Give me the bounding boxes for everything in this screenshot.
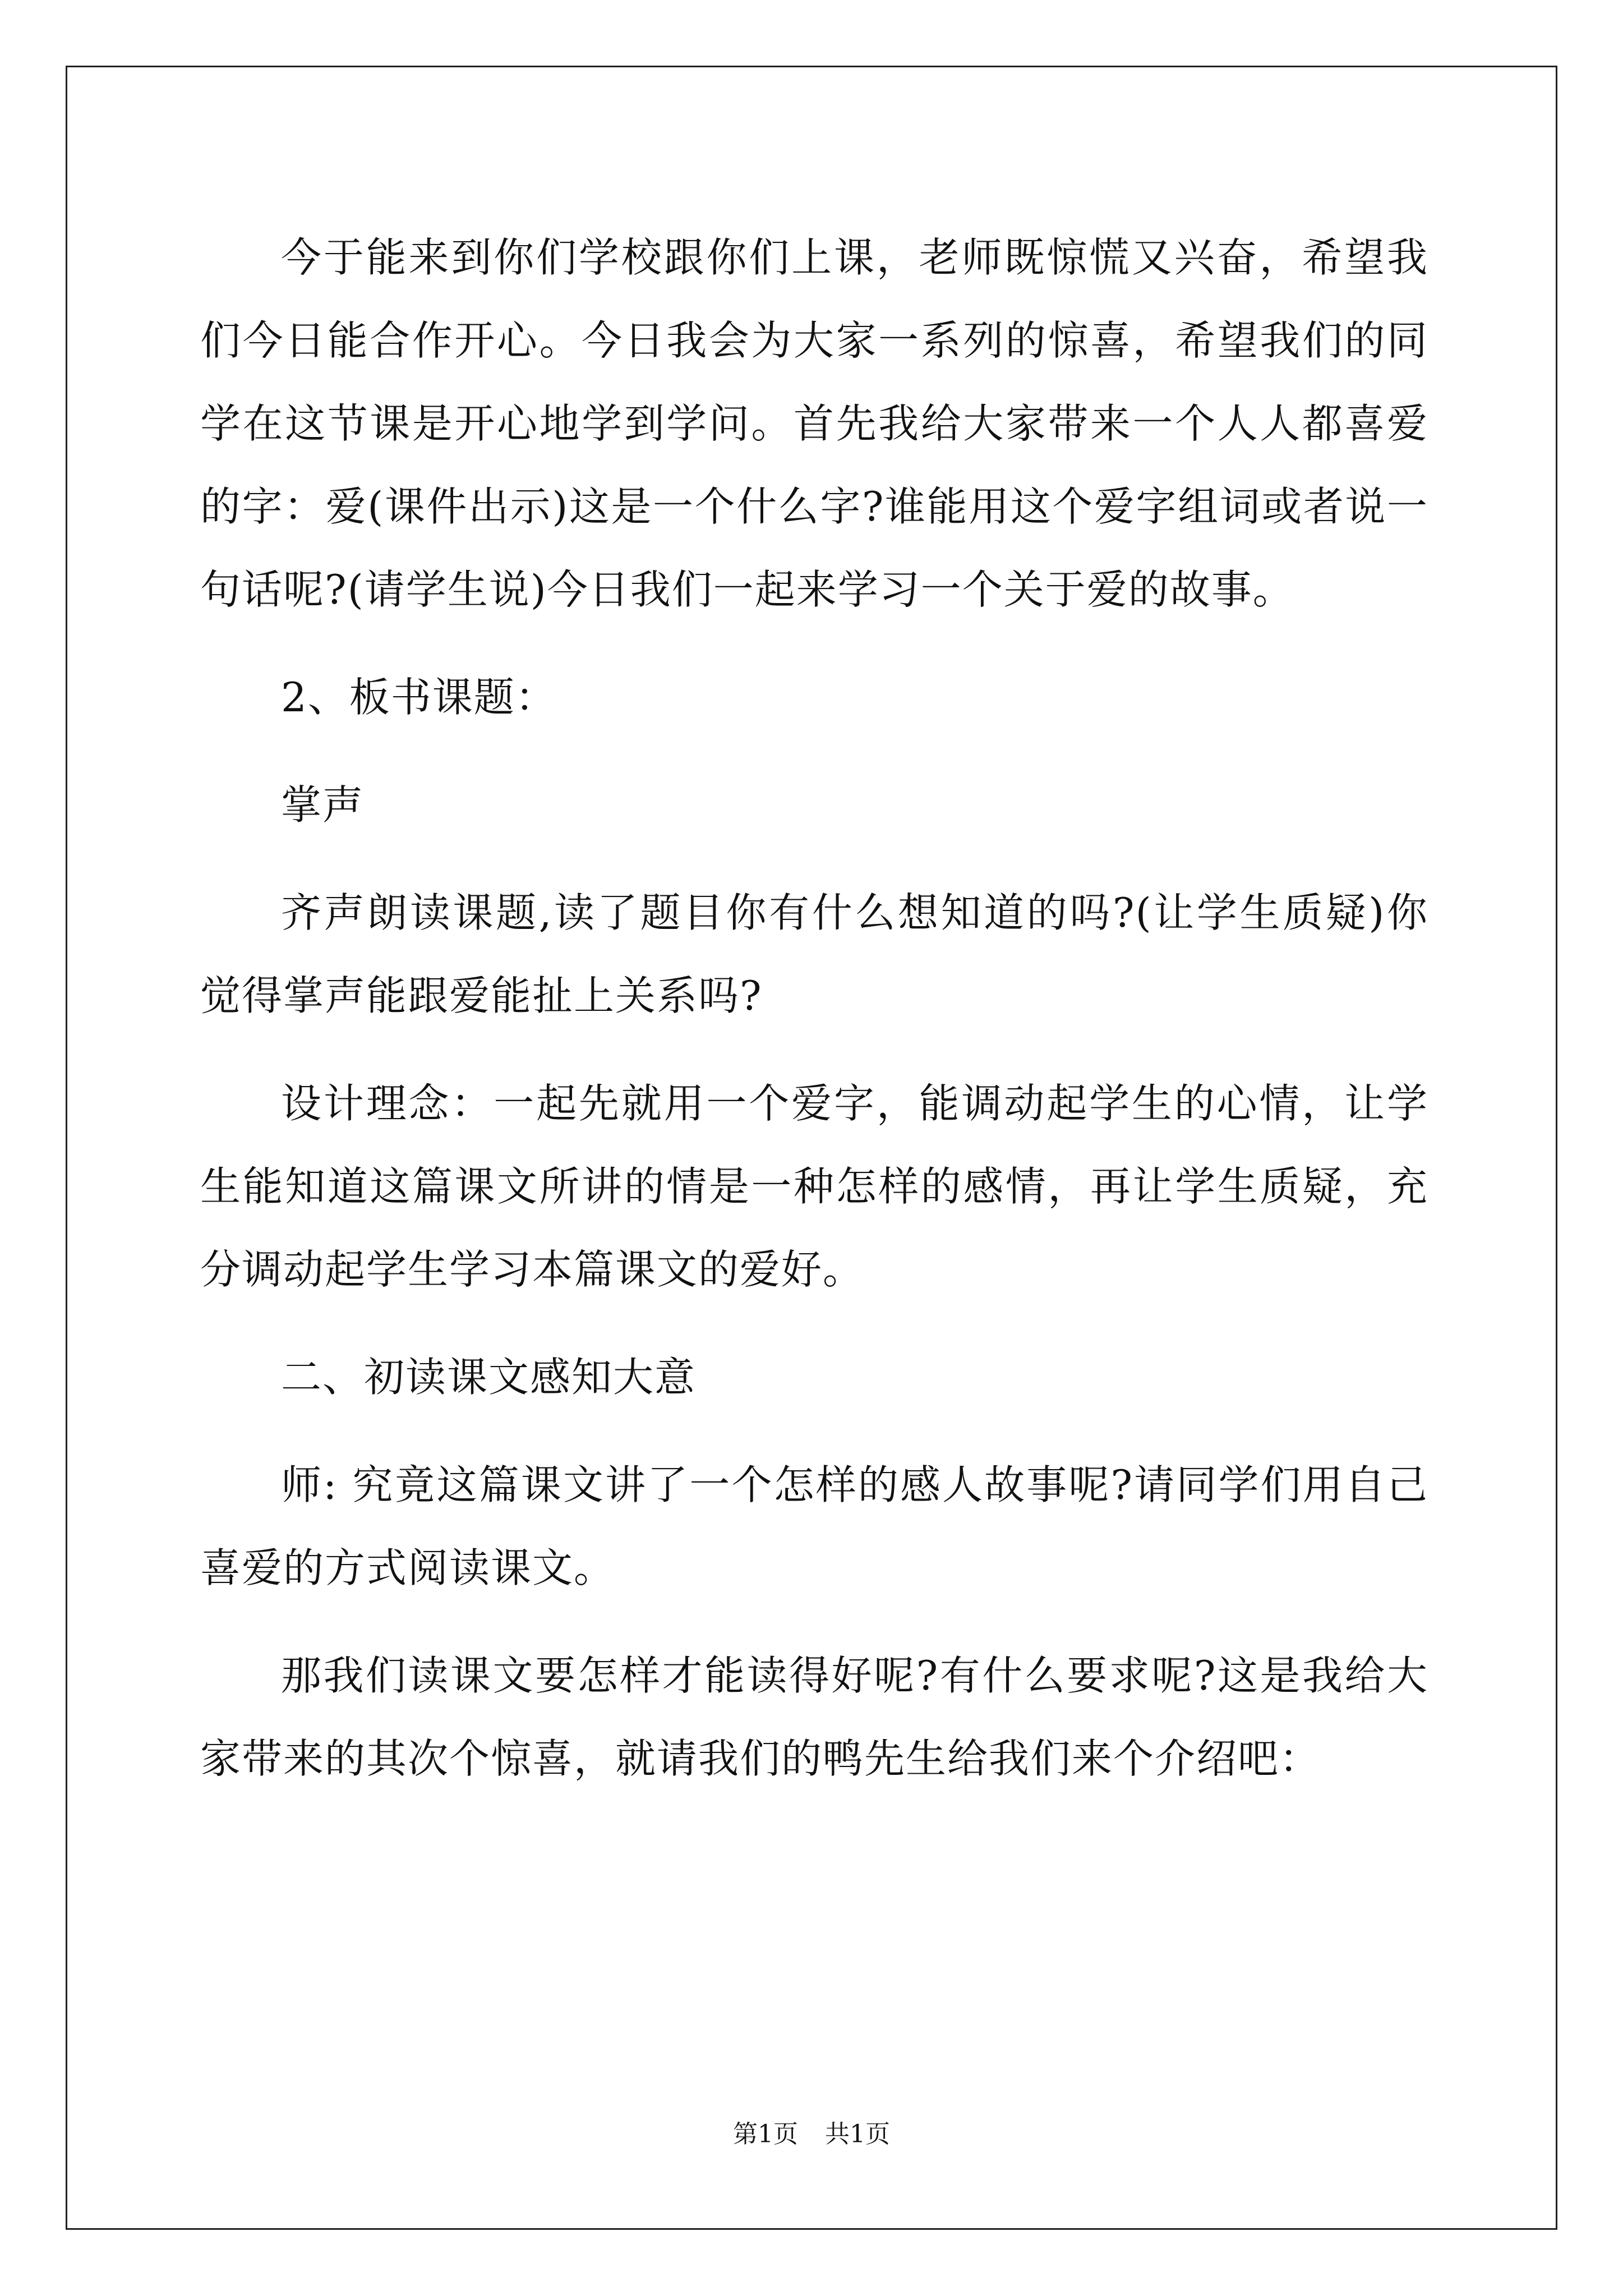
paragraph-lesson-title: 掌声 bbox=[281, 781, 365, 829]
paragraph-read-title: 齐声朗读课题,读了题目你有什么想知道的吗?(让学生质疑)你觉得掌声能跟爱能扯上关系吗? bbox=[200, 889, 1428, 1019]
document-body bbox=[200, 216, 1428, 1800]
paragraph-design-concept: 设计理念：一起先就用一个爱字，能调动起学生的心情，让学生能知道这篇课文所讲的情是一种怎样的感情，再让学生质疑，充分调动起学生学习本篇课文的爱好。 bbox=[200, 1080, 1428, 1293]
page-total: 共1页 bbox=[825, 2120, 890, 2148]
page-footer bbox=[0, 2118, 1623, 2151]
page-number: 第1页 bbox=[733, 2120, 798, 2148]
paragraph-reading-requirements: 那我们读课文要怎样才能读得好呢?有什么要求呢?这是我给大家带来的其次个惊喜，就请我们的鸭先生给我们来个介绍吧： bbox=[200, 1652, 1428, 1782]
paragraph-intro: 今于能来到你们学校跟你们上课，老师既惊慌又兴奋，希望我们今日能合作开心。今日我会为大家一系列的惊喜，希望我们的同学在这节课是开心地学到学问。首先我给大家带来一个人人都喜爱的字：爱(课件出示)这是一个什么字?谁能用这个爱字组词或者说一句话呢?(请学生说)今日我们一起来学习一个关于爱的故事。 bbox=[200, 234, 1428, 613]
paragraph-board-title: 2、板书课题： bbox=[281, 674, 557, 721]
paragraph-section-heading: 二、初读课文感知大意 bbox=[281, 1354, 697, 1401]
paragraph-teacher-question: 师: 究竟这篇课文讲了一个怎样的感人故事呢?请同学们用自己喜爱的方式阅读课文。 bbox=[200, 1461, 1428, 1591]
